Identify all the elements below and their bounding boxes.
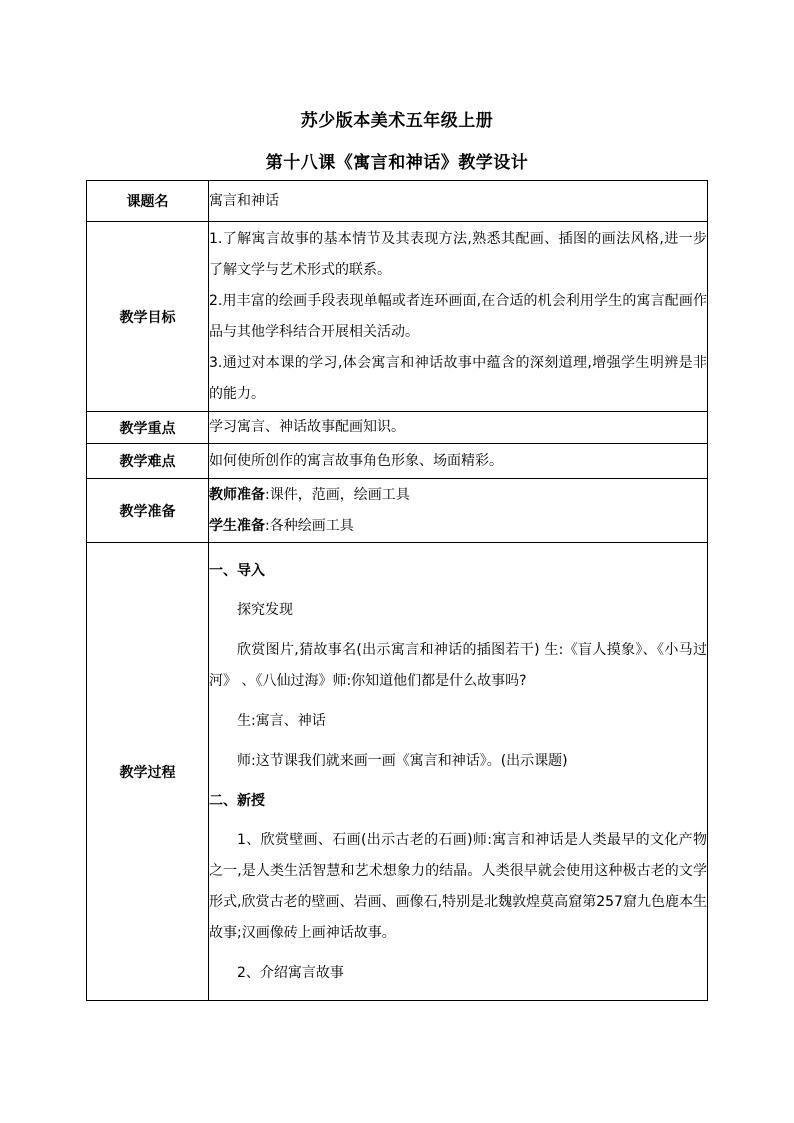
process-paragraph: 师:这节课我们就来画一画《寓言和神话》。(出示课题) — [237, 753, 568, 769]
teacher-preparation-value: :课件，范画，绘画工具 — [265, 486, 410, 503]
student-preparation — [209, 511, 707, 542]
goal-item-3: 3.通过对本课的学习,体会寓言和神话故事中蕴含的深刻道理,增强学生明辨是非的能力。 — [209, 354, 707, 402]
table-row-goals — [87, 222, 708, 412]
process-paragraph: 1、欣赏壁画、石画(出示古老的石画)师:寓言和神话是人类最早的文化产物之一,是人类生活智慧和艺术想象力的结晶。人类很早就会使用这种极古老的文学形式,欣赏古老的壁画、岩画、画像石,特别是北魏敦煌莫高窟第257窟九色鹿本生故事;汉画像砖上画神话故事。 — [209, 832, 707, 941]
process-content — [209, 543, 708, 1001]
topic-label: 课题名 — [87, 181, 209, 222]
process-section-intro: 一、导入 — [209, 563, 265, 579]
process-paragraph: 2、介绍寓言故事 — [237, 965, 344, 981]
goal-item-1: 1.了解寓言故事的基本情节及其表现方法,熟悉其配画、插图的画法风格,进一步了解文学与艺术形式的联系。 — [209, 230, 707, 278]
table-row-topic — [87, 181, 708, 222]
process-paragraph: 欣赏图片,猜故事名(出示寓言和神话的插图若干) 生:《盲人摸象》、《小马过河》 、《八仙过海》师:你知道他们都是什么故事吗? — [209, 642, 707, 689]
table-row-difficulties — [87, 444, 708, 479]
difficulties-value: 如何使所创作的寓言故事角色形象、场面精彩。 — [209, 444, 708, 479]
process-section-new: 二、新授 — [209, 793, 265, 809]
document-title-line1: 苏少版本美术五年级上册 — [300, 111, 494, 131]
process-paragraph: 生:寓言、神话 — [237, 713, 326, 729]
key-points-value: 学习寓言、神话故事配画知识。 — [209, 412, 708, 444]
teacher-preparation-label: 教师准备 — [209, 486, 265, 503]
goals-label: 教学目标 — [87, 222, 209, 412]
table-row-key-points — [87, 412, 708, 444]
preparation-content — [209, 479, 708, 543]
preparation-label: 教学准备 — [87, 479, 209, 543]
key-points-label: 教学重点 — [87, 412, 209, 444]
document-title-line2: 第十八课《寓言和神话》教学设计 — [265, 153, 529, 173]
table-row-preparation — [87, 479, 708, 543]
topic-value: 寓言和神话 — [209, 181, 708, 222]
student-preparation-value: :各种绘画工具 — [265, 517, 354, 534]
table-row-process — [87, 543, 708, 1001]
teacher-preparation — [209, 480, 707, 511]
goals-content — [209, 222, 708, 412]
lesson-plan-table — [86, 180, 708, 1001]
difficulties-label: 教学难点 — [87, 444, 209, 479]
student-preparation-label: 学生准备 — [209, 517, 265, 534]
goal-item-2: 2.用丰富的绘画手段表现单幅或者连环画面,在合适的机会利用学生的寓言配画作品与其他学科结合开展相关活动。 — [209, 292, 707, 340]
process-label: 教学过程 — [87, 543, 209, 1001]
process-paragraph: 探究发现 — [237, 602, 293, 618]
